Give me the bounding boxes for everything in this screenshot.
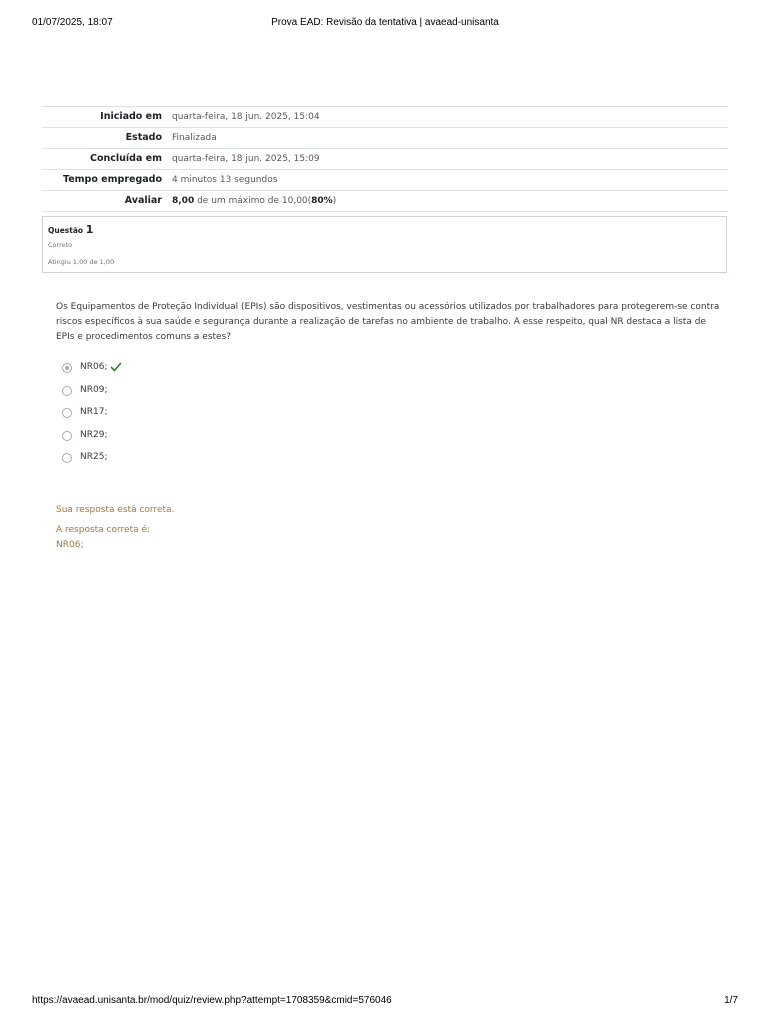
question-text: Os Equipamentos de Proteção Individual (EPIs) são dispositivos, vestimentas ou acessórios utilizados por trabalhadores para protegerem-se contra riscos específicos à sua saúde e segurança durante a realização de tarefas no ambiente de trabalho. A esse respeito, qual NR destaca a lista de EPIs e procedimentos comuns a estes? bbox=[56, 302, 720, 342]
answer-label bbox=[80, 362, 107, 372]
answer-option[interactable] bbox=[62, 429, 362, 452]
summary-value: 4 minutos 13 segundos bbox=[172, 175, 278, 185]
right-answer-label: A resposta correta é: bbox=[56, 525, 151, 535]
specific-feedback: Sua resposta está correta. bbox=[56, 505, 175, 515]
print-page-title: Prova EAD: Revisão da tentativa | avaead-unisanta bbox=[271, 17, 499, 28]
answer-label: NR17; bbox=[80, 407, 108, 417]
question-number bbox=[48, 223, 93, 236]
answer-option[interactable] bbox=[62, 361, 362, 384]
answer-option[interactable] bbox=[62, 451, 362, 474]
question-mark: Atingiu 1,00 de 1,00 bbox=[48, 258, 115, 266]
radio-button[interactable] bbox=[62, 386, 72, 396]
question-state: Correto bbox=[48, 241, 73, 249]
answer-options bbox=[62, 361, 362, 474]
summary-grade-value bbox=[167, 191, 728, 212]
question-info-box bbox=[42, 216, 727, 273]
question-label: Questão bbox=[48, 226, 84, 235]
print-header bbox=[32, 17, 738, 31]
answer-option[interactable] bbox=[62, 406, 362, 429]
print-page-number: 1/7 bbox=[724, 995, 738, 1006]
attempt-summary-table bbox=[42, 106, 728, 212]
grade-percent: 80% bbox=[311, 196, 333, 206]
summary-value: Finalizada bbox=[172, 133, 217, 143]
summary-row-time-taken bbox=[42, 170, 728, 191]
grade-score: 8,00 bbox=[172, 196, 195, 206]
grade-close-paren: ) bbox=[332, 196, 337, 206]
answer-label: NR09; bbox=[80, 384, 108, 395]
answer-label: NR25; bbox=[80, 452, 108, 462]
answer-text: NR06; bbox=[80, 362, 108, 372]
summary-row-completed bbox=[42, 149, 728, 170]
print-url: https://avaead.unisanta.br/mod/quiz/review.php?attempt=1708359&cmid=576046 bbox=[32, 995, 392, 1006]
grade-max-text: de um máximo de 10,00( bbox=[194, 196, 312, 206]
radio-button[interactable] bbox=[62, 408, 72, 418]
check-icon bbox=[110, 361, 122, 373]
answer-option[interactable] bbox=[62, 384, 362, 407]
summary-value: quarta-feira, 18 jun. 2025, 15:09 bbox=[172, 154, 320, 164]
answer-label: NR29; bbox=[80, 429, 108, 440]
summary-label: Concluída em bbox=[89, 153, 162, 164]
summary-label: Estado bbox=[125, 132, 162, 143]
print-footer bbox=[32, 995, 738, 1009]
question-number-value: 1 bbox=[85, 223, 94, 236]
summary-label: Tempo empregado bbox=[62, 174, 162, 185]
radio-button[interactable] bbox=[62, 431, 72, 441]
summary-row-state bbox=[42, 128, 728, 149]
feedback-box bbox=[56, 503, 174, 553]
right-answer-value: NR06; bbox=[56, 540, 84, 550]
radio-button[interactable] bbox=[62, 453, 72, 463]
radio-button-selected[interactable] bbox=[62, 363, 72, 373]
summary-value: quarta-feira, 18 jun. 2025, 15:04 bbox=[172, 112, 320, 122]
summary-row-started bbox=[42, 107, 728, 128]
summary-label: Iniciado em bbox=[100, 111, 162, 122]
summary-label: Avaliar bbox=[124, 195, 162, 206]
print-datetime: 01/07/2025, 18:07 bbox=[32, 17, 113, 28]
summary-row-grade bbox=[42, 191, 728, 212]
